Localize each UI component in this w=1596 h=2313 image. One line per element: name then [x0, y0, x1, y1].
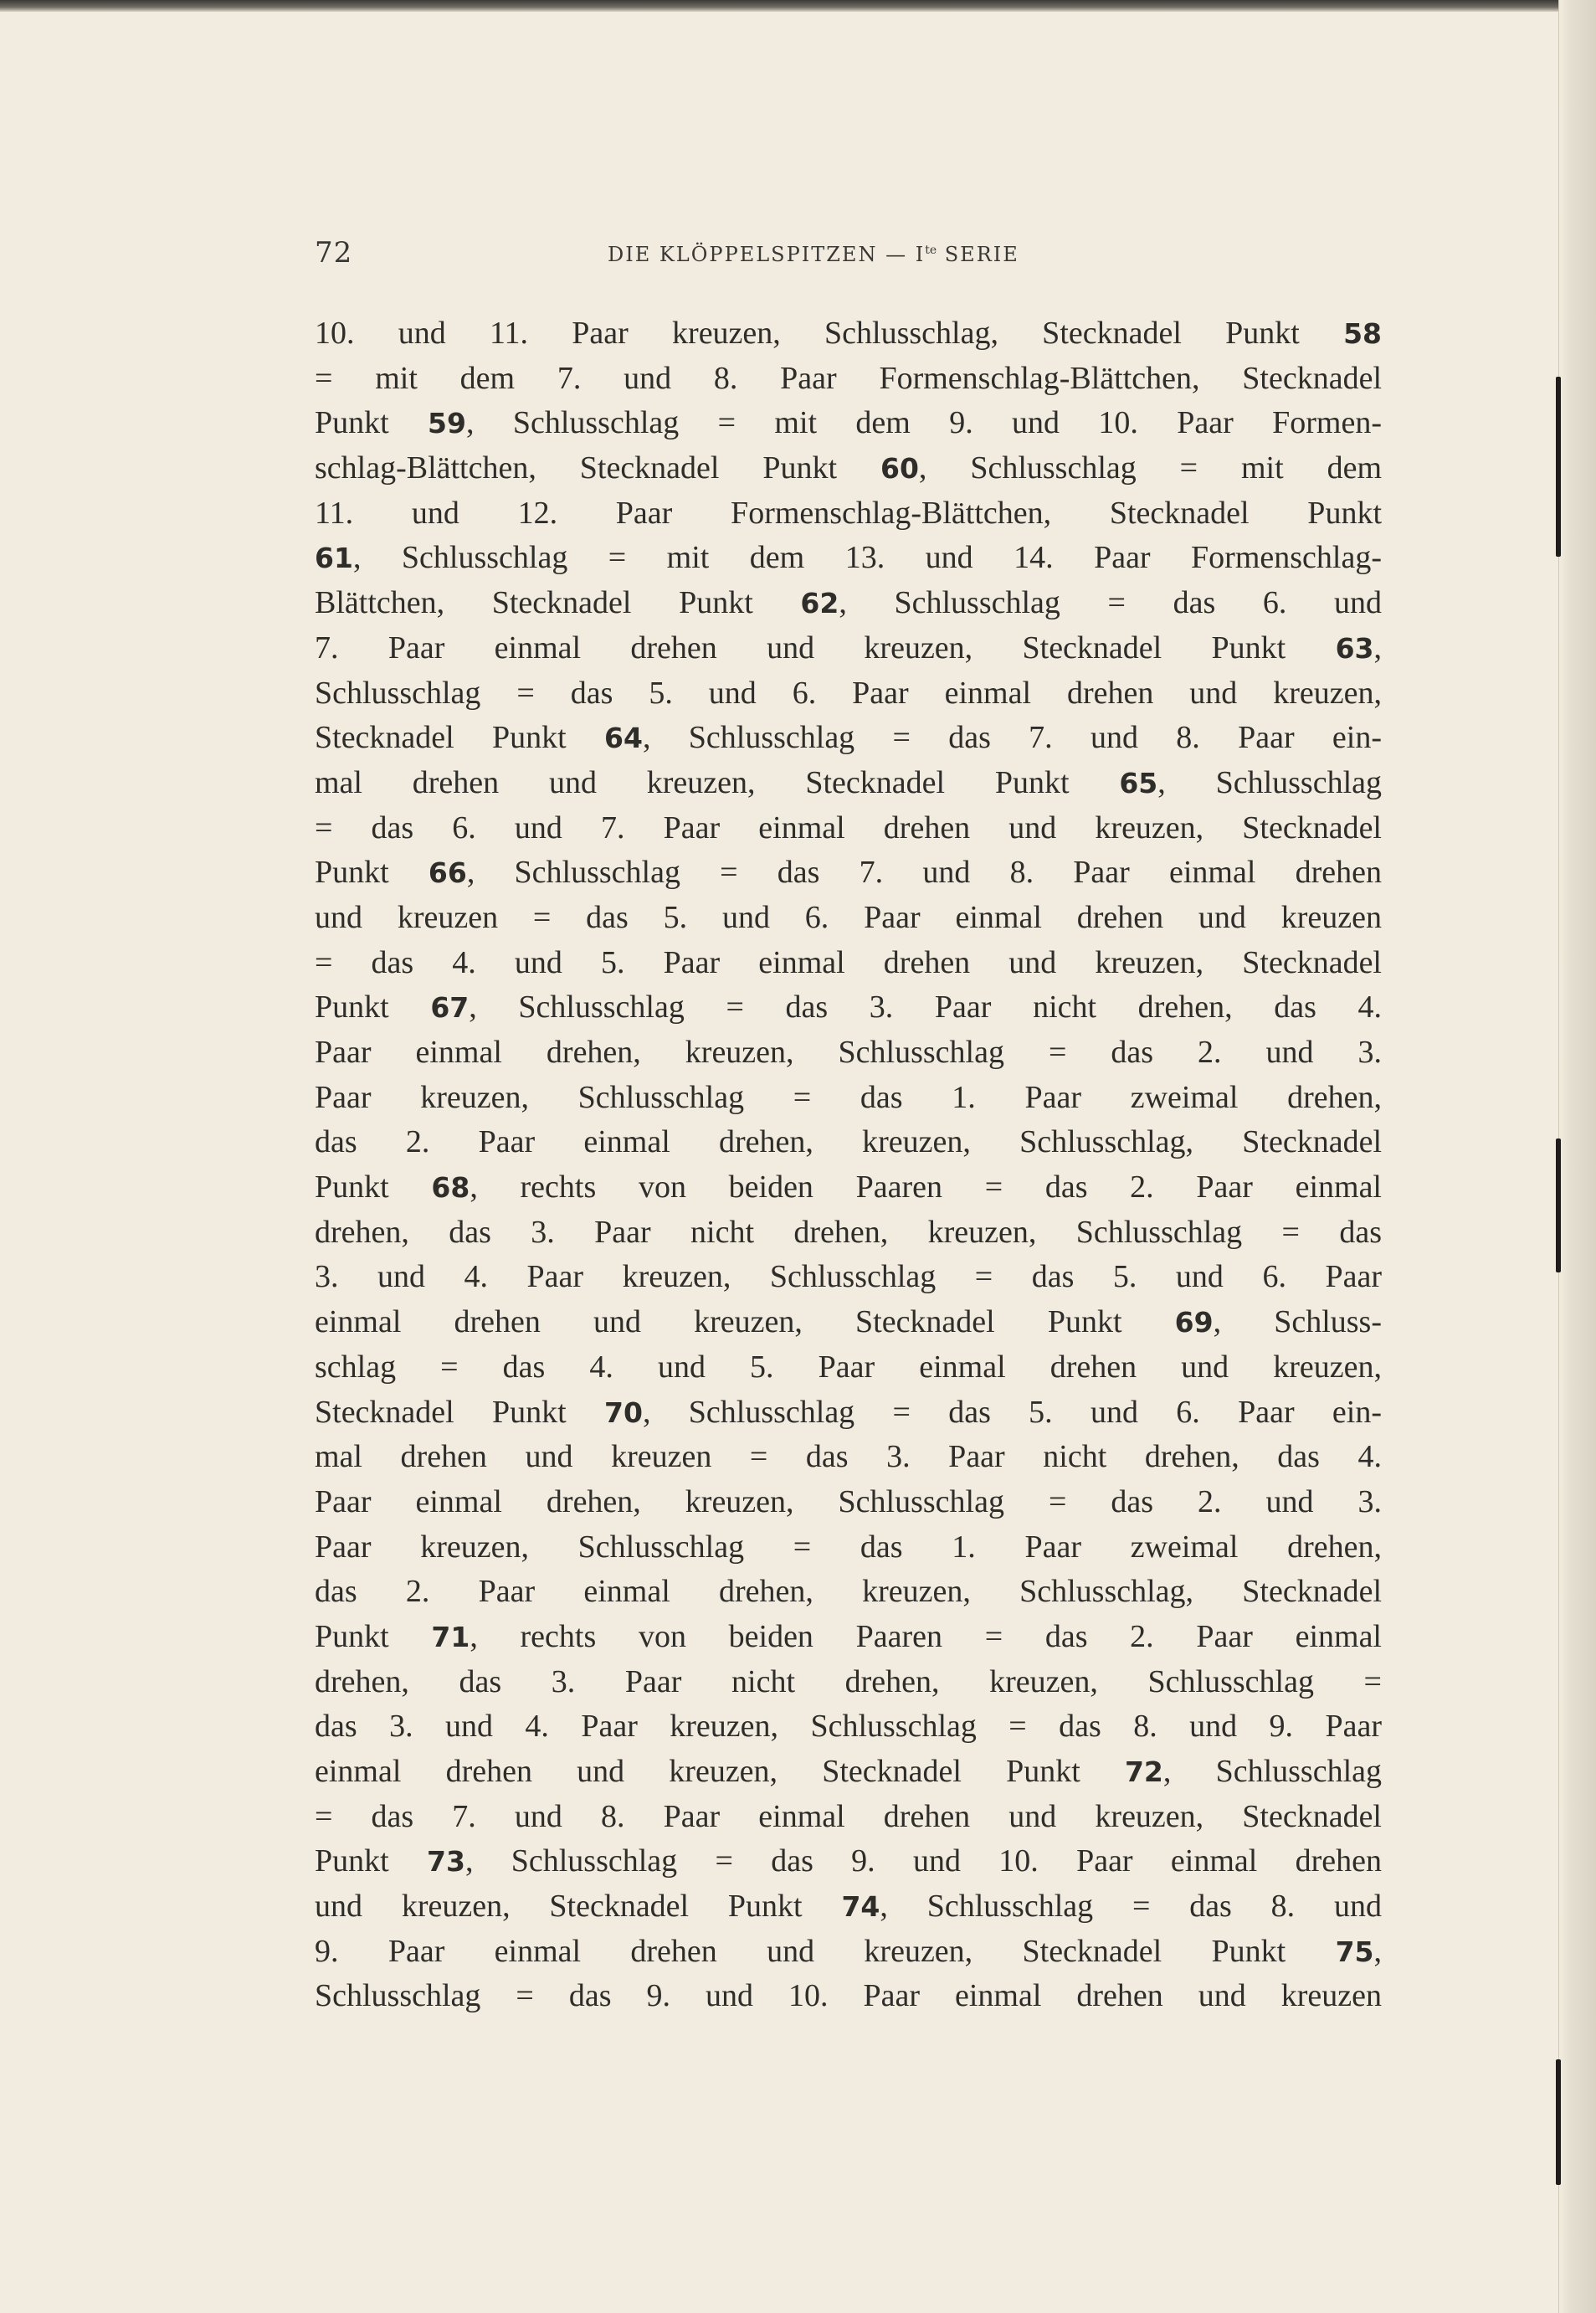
text-segment: Schlusschlag = das 5. und 6. Paar einmal drehen und kreuzen, [315, 675, 1382, 711]
text-segment: einmal drehen und kreuzen, Stecknadel Punkt [315, 1304, 1175, 1340]
text-segment: einmal drehen und kreuzen, Stecknadel Punkt [315, 1754, 1125, 1789]
text-segment: , Schlusschlag = mit dem 13. und 14. Paar Formenschlag- [352, 540, 1382, 576]
text-segment: mal drehen und kreuzen, Stecknadel Punkt [315, 764, 1120, 800]
point-reference: 74 [841, 1890, 880, 1924]
text-line [315, 1795, 1382, 1840]
text-segment: , rechts von beiden Paaren = das 2. Paar einmal [470, 1169, 1382, 1205]
point-reference: 68 [431, 1171, 470, 1205]
point-reference: 59 [428, 407, 466, 440]
point-reference: 72 [1124, 1755, 1163, 1788]
point-reference: 63 [1335, 631, 1374, 665]
text-line [315, 1704, 1382, 1750]
text-line [315, 1660, 1382, 1705]
point-reference: 62 [800, 587, 839, 620]
text-line [315, 491, 1382, 537]
text-segment: , Schlusschlag = das 7. und 8. Paar ein- [642, 720, 1382, 756]
text-segment: und kreuzen, Stecknadel Punkt [315, 1889, 842, 1925]
body-text [315, 311, 1382, 2019]
text-line [315, 1300, 1382, 1345]
text-segment: Stecknadel Punkt [315, 720, 605, 756]
text-segment: das 3. und 4. Paar kreuzen, Schlusschlag = das 8. und 9. Paar [315, 1709, 1382, 1745]
binding-mark [1556, 1139, 1561, 1272]
text-line [315, 1210, 1382, 1256]
text-segment: , [1373, 630, 1382, 666]
text-segment: das 2. Paar einmal drehen, kreuzen, Schlusschlag, Stecknadel [315, 1124, 1382, 1160]
running-title-end: SERIE [937, 243, 1019, 266]
point-reference: 73 [427, 1845, 465, 1879]
text-line [315, 1525, 1382, 1570]
text-segment: das 2. Paar einmal drehen, kreuzen, Schlusschlag, Stecknadel [315, 1574, 1382, 1610]
text-segment: Paar einmal drehen, kreuzen, Schlusschlag = das 2. und 3. [315, 1035, 1382, 1070]
text-segment: Punkt [315, 855, 429, 891]
text-segment: , Schluss- [1213, 1304, 1382, 1340]
text-segment: = mit dem 7. und 8. Paar Formenschlag-Blättchen, Stecknadel [315, 360, 1382, 396]
text-line [315, 1884, 1382, 1930]
text-line [315, 357, 1382, 402]
text-line [315, 626, 1382, 671]
running-title [608, 243, 1019, 266]
text-line [315, 581, 1382, 626]
text-segment: 3. und 4. Paar kreuzen, Schlusschlag = das 5. und 6. Paar [315, 1259, 1382, 1295]
text-segment: Paar kreuzen, Schlusschlag = das 1. Paar zweimal drehen, [315, 1529, 1382, 1565]
text-line [315, 716, 1382, 761]
text-segment: , Schlusschlag [1162, 1754, 1382, 1789]
point-reference: 61 [315, 542, 353, 575]
point-reference: 69 [1174, 1306, 1214, 1339]
point-reference: 70 [604, 1396, 643, 1429]
binding-mark [1556, 2059, 1561, 2185]
text-segment: , Schlusschlag = das 9. und 10. Paar einmal drehen [464, 1843, 1382, 1879]
page-top-edge [0, 0, 1596, 12]
text-segment: Punkt [315, 405, 429, 441]
text-segment: schlag = das 4. und 5. Paar einmal drehen und kreuzen, [315, 1349, 1382, 1385]
text-segment: 10. und 11. Paar kreuzen, Schlusschlag, Stecknadel Punkt [315, 316, 1344, 351]
text-line [315, 536, 1382, 581]
text-line [315, 446, 1382, 491]
text-segment: , Schlusschlag = mit dem [918, 450, 1382, 486]
text-segment: , Schlusschlag = das 5. und 6. Paar ein- [642, 1394, 1382, 1430]
point-reference: 75 [1335, 1935, 1374, 1968]
text-line [315, 1839, 1382, 1884]
text-line [315, 1345, 1382, 1390]
text-line [315, 311, 1382, 357]
binding-mark [1556, 377, 1561, 557]
text-segment: 7. Paar einmal drehen und kreuzen, Stecknadel Punkt [315, 630, 1336, 666]
text-line [315, 896, 1382, 941]
text-line [315, 1435, 1382, 1480]
text-line [315, 941, 1382, 986]
text-segment: drehen, das 3. Paar nicht drehen, kreuzen, Schlusschlag = das [315, 1214, 1382, 1250]
text-line [315, 851, 1382, 896]
text-segment: = das 4. und 5. Paar einmal drehen und kreuzen, Stecknadel [315, 944, 1382, 980]
point-reference: 64 [604, 722, 643, 755]
text-segment: , Schlusschlag [1157, 764, 1382, 800]
text-line [315, 1480, 1382, 1525]
text-segment: Stecknadel Punkt [315, 1394, 605, 1430]
text-segment: , [1373, 1933, 1382, 1969]
text-segment: Paar einmal drehen, kreuzen, Schlusschlag = das 2. und 3. [315, 1483, 1382, 1519]
text-line [315, 1390, 1382, 1436]
text-line [315, 1615, 1382, 1660]
page-number: 72 [315, 236, 353, 270]
text-segment: und kreuzen = das 5. und 6. Paar einmal drehen und kreuzen [315, 899, 1382, 935]
text-line [315, 1750, 1382, 1795]
point-reference: 66 [428, 856, 467, 890]
text-segment: , Schlusschlag = das 8. und [880, 1889, 1382, 1925]
text-segment: , Schlusschlag = das 6. und [839, 585, 1382, 621]
text-segment: Punkt [315, 1843, 427, 1879]
text-segment: , rechts von beiden Paaren = das 2. Paar einmal [470, 1618, 1382, 1654]
text-segment: schlag-Blättchen, Stecknadel Punkt [315, 450, 880, 486]
text-line [315, 1076, 1382, 1121]
text-segment: , Schlusschlag = mit dem 9. und 10. Paar Formen- [465, 405, 1382, 441]
text-line [315, 806, 1382, 851]
text-segment: 11. und 12. Paar Formenschlag-Blättchen, Stecknadel Punkt [315, 495, 1382, 531]
text-segment: = das 6. und 7. Paar einmal drehen und kreuzen, Stecknadel [315, 810, 1382, 846]
page-right-edge [1558, 0, 1596, 2313]
running-title-main: DIE KLÖPPELSPITZEN — I [608, 243, 926, 266]
text-segment: 9. Paar einmal drehen und kreuzen, Stecknadel Punkt [315, 1933, 1336, 1969]
text-segment: Schlusschlag = das 9. und 10. Paar einmal drehen und kreuzen [315, 1978, 1382, 2014]
text-segment: , Schlusschlag = das 3. Paar nicht drehen, das 4. [469, 989, 1382, 1025]
point-reference: 71 [431, 1620, 470, 1653]
text-line [315, 985, 1382, 1031]
text-line [315, 1120, 1382, 1165]
text-segment: Punkt [315, 989, 431, 1025]
text-line [315, 1165, 1382, 1210]
text-line [315, 761, 1382, 806]
running-title-superscript: te [925, 244, 937, 257]
text-segment: Punkt [315, 1169, 432, 1205]
point-reference: 65 [1119, 766, 1158, 799]
page-header [315, 236, 1382, 278]
text-segment: , Schlusschlag = das 7. und 8. Paar einmal drehen [466, 855, 1382, 891]
text-line [315, 1930, 1382, 1975]
text-line [315, 1974, 1382, 2019]
point-reference: 58 [1343, 317, 1382, 350]
text-segment: mal drehen und kreuzen = das 3. Paar nicht drehen, das 4. [315, 1439, 1382, 1475]
point-reference: 60 [880, 452, 919, 486]
text-segment: Blättchen, Stecknadel Punkt [315, 585, 801, 621]
text-line [315, 671, 1382, 717]
text-segment: drehen, das 3. Paar nicht drehen, kreuzen, Schlusschlag = [315, 1663, 1382, 1699]
text-line [315, 401, 1382, 446]
text-segment: Paar kreuzen, Schlusschlag = das 1. Paar zweimal drehen, [315, 1079, 1382, 1115]
text-line [315, 1570, 1382, 1615]
text-segment: = das 7. und 8. Paar einmal drehen und kreuzen, Stecknadel [315, 1798, 1382, 1834]
text-line [315, 1255, 1382, 1300]
text-segment: Punkt [315, 1618, 432, 1654]
point-reference: 67 [430, 991, 470, 1025]
text-line [315, 1031, 1382, 1076]
